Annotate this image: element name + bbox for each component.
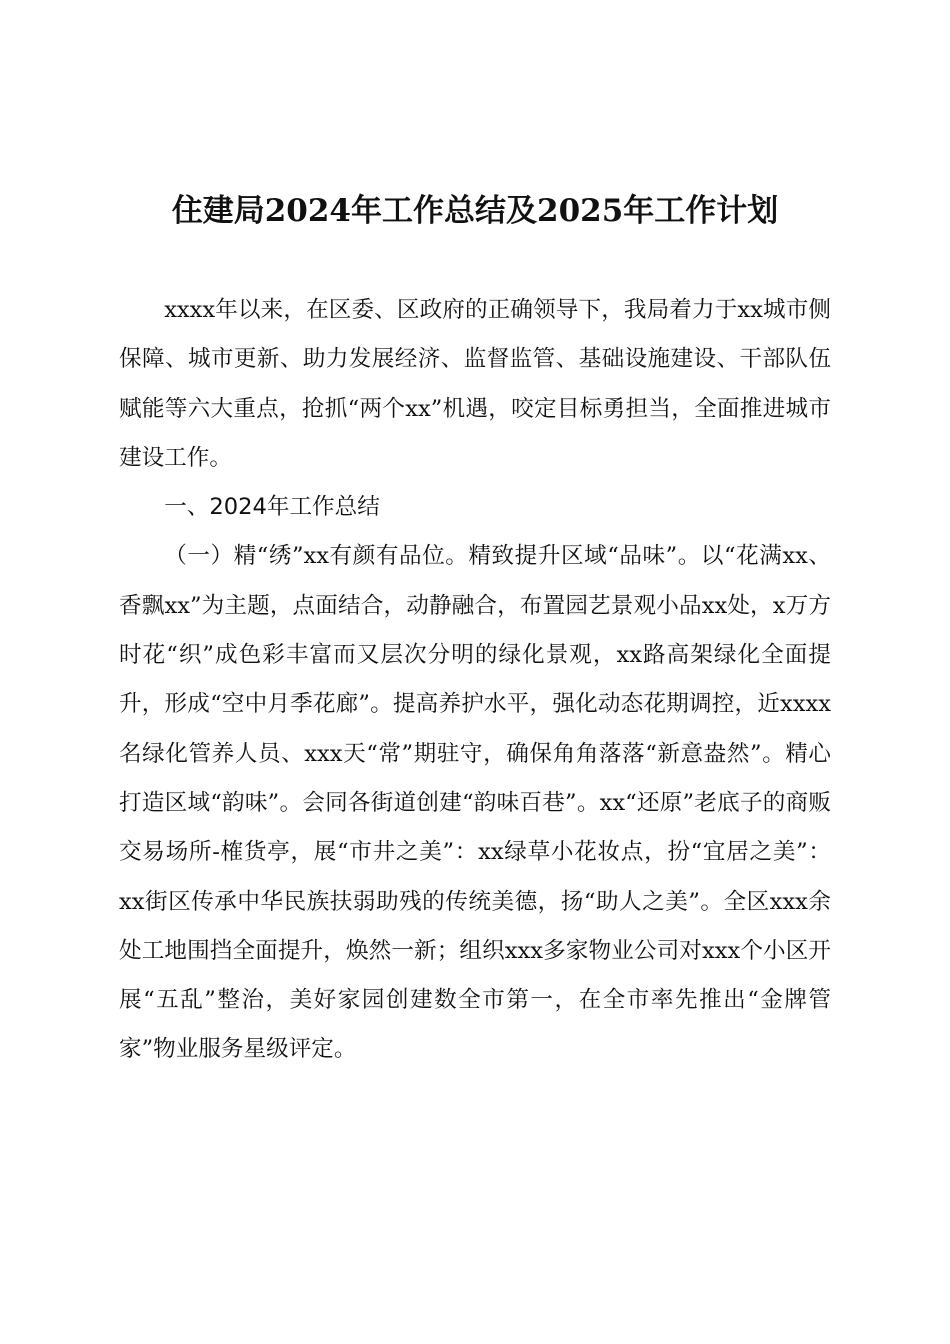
document-body — [119, 286, 831, 1075]
section-heading: 一、2024年工作总结 — [164, 494, 380, 521]
document-title: 住建局2024年工作总结及2025年工作计划 — [171, 193, 779, 229]
body-paragraph: （一）精“绣”xx有颜有品位。精致提升区域“品味”。以“花满xx、香飘xx”为主题，点面结合，动静融合，布置园艺景观小品xx处，x万方时花“织”成色彩丰富而又层次分明的绿化景观，xx路高架绿化全面提升，形成“空中月季花廊”。提高养护水平，强化动态花期调控，近xxxx名绿化管养人员、xxx天“常”期驻守，确保角角落落“新意盎然”。精心打造区域“韵味”。会同各街道创建“韵味百巷”。xx“还原”老底子的商贩交易场所-榷货亭，展“市井之美”：xx绿草小花妆点，扮“宜居之美”：xx街区传承中华民族扶弱助残的传统美德，扬“助人之美”。全区xxx余处工地围挡全面提升，焕然一新；组织xxx多家物业公司对xxx个小区开展“五乱”整治，美好家园创建数全市第一，在全市率先推出“金牌管家”物业服务星级评定。 — [119, 543, 831, 1063]
intro-paragraph: xxxx年以来，在区委、区政府的正确领导下，我局着力于xx城市侧保障、城市更新、助力发展经济、监督监管、基础设施建设、干部队伍赋能等六大重点，抢抓“两个xx”机遇，咬定目标勇担当，全面推进城市建设工作。 — [119, 297, 831, 471]
